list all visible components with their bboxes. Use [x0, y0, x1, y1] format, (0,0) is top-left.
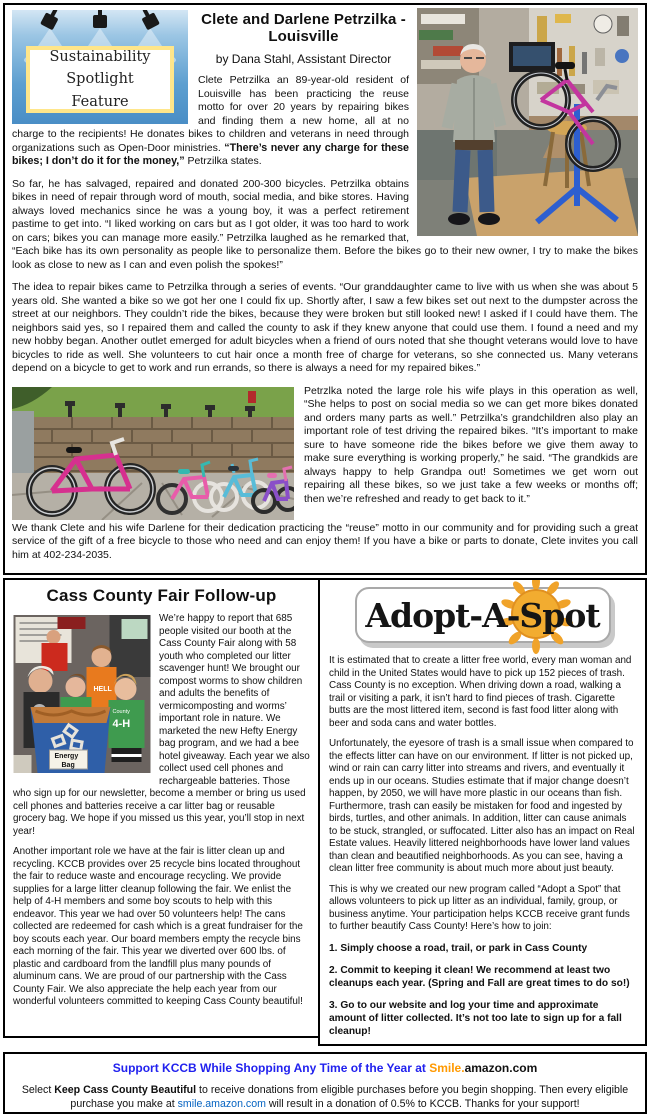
spotlight-line-1: Sustainability — [49, 48, 151, 65]
p1-quote-bold: “There’s never any charge for these bikes; I don’t do it for the money,” — [12, 141, 409, 167]
svg-text:HELL: HELL — [93, 686, 112, 693]
spotlight-label — [26, 46, 174, 113]
svg-text:Energy: Energy — [54, 753, 79, 760]
article-paragraph-2: So far, he has salvaged, repaired and donated 200-300 bicycles. Petrzilka obtains bikes in need of repair through word of mouth, social media, and bike stores. Having always loved mechanics since he was a young boy, it was a perfect retirement pastime to get into. “I liked working on cars but as I got older, it was too hard to work on cars; bikes you can manage more easily.” Petrzilka laughed as he remarked that, “Each bike has its own personality as people like to personalize them. Before the bikes go to their new owner, I try to make the bikes look as close to new as I can and even polish the spokes!” — [12, 177, 638, 271]
footer-headline-text: Support KCCB While Shopping Any Time of the Year at — [112, 1061, 430, 1075]
adopt-step-3: 3. Go to our website and log your time and approximate amount of litter collected. It’s not too late to sign up for a fall cleanup! — [329, 999, 622, 1037]
svg-text:County: County — [112, 709, 130, 715]
footer-text-mid: to receive donations from eligible purchases before you begin shopping. Then every eligible purchase you make at — [70, 1084, 629, 1110]
article-paragraph-5: We thank Clete and his wife Darlene for their dedication practicing the “reuse” motto in our community and for providing such a great service of the gift of a free bicycle to those who need and can enjoy them! If you have a bike or parts to donate, Clete invites you call him at 402-234-2035. — [12, 521, 638, 561]
fair-booth-photo — [13, 615, 151, 773]
footer-text-pre: Select — [21, 1084, 55, 1096]
kccb-name-bold: Keep Cass County Beautiful — [54, 1084, 197, 1096]
fair-paragraph-1: We’re happy to report that 685 people visited our booth at the Cass County Fair along with 58 youth who completed our litter scavenger hunt! We brought our compost worms to show children and adults the benefits of vermicomposting and worms’ important role in nature. We marketed the new Hefty Energy bag program, and we had a bee hotel giveaway. Each year we also collect used cell phones and rechargeable batteries. Those who sign up for our newsletter, become a member or bring us used cell phones and batteries receive a car litter bag or reusable grocery bag. We hope if you missed us this year, you’ll stop in next year! — [13, 613, 310, 837]
smile-brand: Smile. — [429, 1061, 465, 1075]
spotlight-line-3: Feature — [71, 93, 129, 110]
adopt-a-spot-section — [318, 578, 647, 1046]
adopt-a-spot-logo — [355, 587, 611, 643]
amazon-smile-footer — [3, 1052, 647, 1114]
adopt-paragraph-2: Unfortunately, the eyesore of trash is a small issue when compared to the effects litter can have on our environment. If litter is not picked up, wind or rain can carry litter into streams and rivers, and eventually it ends up in our oceans. Studies estimate that if major change doesn’t happen, by 2050, we will have more plastic in our oceans than fish. Furthermore, trash can easily be mistaken for food and ingested by birds, turtles, and other animals. In addition, litter can cause animals to be stuck, strangled, or suffocated. Litter also has an impact on Real Estate values. Heavily littered neighborhoods have lower land values than clean and beautified neighborhoods. As you can see, having a clean litter free community is about much more about just beauty. — [329, 738, 635, 874]
footer-text-end: will result in a donation of 0.5% to KCCB. Thanks for your support! — [265, 1098, 580, 1110]
article-paragraph-3: The idea to repair bikes came to Petrzilka through a series of events. “Our granddaughter came to live with us when she was about 5 years old. She wanted a bike so we got her one I could fix up. Shortly after, I saw a few bikes set out next to the dumpster across the street at our neighbors. They couldn’t ride the bikes, because they were broken but still looked new! I asked if I could have them. The neighbors said yes, so I repaired them and called the county to ask if they knew anyone that could use them. I found a need and my new hobby began. Another outlet emerged for adult bicycles when a friend of ours noted that she thought veterans would love to have bicycles to ride as well. She volunteers to cut hair once a month free of charge for veterans, so she connected us. Many veterans depend on a bicycle to get to work and run errands, so there is always a need for my repaired bikes.” — [12, 281, 638, 374]
footer-instructions — [13, 1083, 637, 1111]
svg-text:4-H: 4-H — [112, 718, 131, 730]
adopt-logo-text: Adopt-A-Spot — [365, 595, 600, 635]
p1-text: Clete Petrzilka an 89-year-old resident of Louisville has been practicing the reuse motto for over 20 years by repairing bikes and finding them a new home, all at no charge to the recipients! He donates bikes to children and veterans in need through organizations such as Open-Door ministries. — [12, 74, 409, 154]
adopt-step-2: 2. Commit to keeping it clean! We recommend at least two cleanups each year. (Spring and Fall are great times to do so!) — [329, 964, 630, 989]
footer-headline — [13, 1061, 637, 1075]
fair-followup-section — [3, 578, 320, 1038]
bottom-columns — [3, 578, 647, 1046]
amazon-domain: amazon.com — [464, 1061, 538, 1075]
article-paragraph-4: Petrzlka noted the large role his wife plays in this operation as well, “She helps to post on social media so we can get more bikes donated and orders many parts as well.” Petrzilka’s grandchildren also play an important role of test driving the repaired bikes. “It’s important to make sure to have someone ride the bikes before we give them away to make sure everything is working properly,” he said. “The grandkids are always happy to help Grandpa out! Sometimes we get worn out repairing all these bikes, so we just take a few weeks or months off; then we’re refreshed and ready to get back to it.” — [304, 384, 638, 505]
smile-amazon-link[interactable]: smile.amazon.com — [177, 1098, 266, 1110]
svg-text:Bag: Bag — [61, 762, 75, 769]
article-byline: by Dana Stahl, Assistant Director — [215, 52, 392, 66]
spotlight-article-section — [3, 3, 647, 575]
article-title: Clete and Darlene Petrzilka -Louisville — [201, 11, 406, 45]
adopt-step-1: 1. Simply choose a road, trail, or park in Cass County — [329, 942, 588, 954]
sustainability-spotlight-graphic — [12, 10, 188, 124]
donated-bikes-photo — [12, 387, 294, 520]
p1-text-end: Petrzilka states. — [184, 155, 262, 167]
adopt-paragraph-1: It is estimated that to create a litter free world, every man woman and child in the United States would have to pick up 152 pieces of trash. Cass County is no exception. When driving down a road, walking a trail or visiting a park, it isn’t hard to find pieces of trash. Cigarette butts are the most littered item, second is fast food litter along with beer and soda cans and water bottles. — [329, 655, 632, 729]
spotlight-line-2: Spotlight — [66, 71, 134, 88]
workshop-photo — [417, 8, 638, 236]
fair-title: Cass County Fair Follow-up — [46, 586, 277, 605]
adopt-paragraph-3: This is why we created our new program called “Adopt a Spot” that allows volunteers to pick up litter as an individual, family, group, or business anytime. Your participation helps KCCB receive grant funds to further beautify Cass County! Here’s how to join: — [329, 883, 630, 932]
fair-paragraph-2: Another important role we have at the fair is litter clean up and recycling. KCCB provides over 25 recycle bins located throughout the fair to reduce waste and encourage recycling. We provide supplies for a large litter cleanup following the fair. We enlist the help of 4-H members and some boy scouts to help with this endeavor. This year we had over 50 volunteers help! The cans collected are redeemed for cash which is a great fundraiser for the boy scouts each year. Our board members empty the recycle bins each morning of the fair. This year we diverted over 600 lbs. of plastic and cardboard from the landfill plus many pounds of aluminum cans. We are proud of our partnership with the Cass County Fair. We also appreciate the help each year from our wonderful volunteers committed to keeping Cass County beautiful! — [13, 846, 303, 1007]
